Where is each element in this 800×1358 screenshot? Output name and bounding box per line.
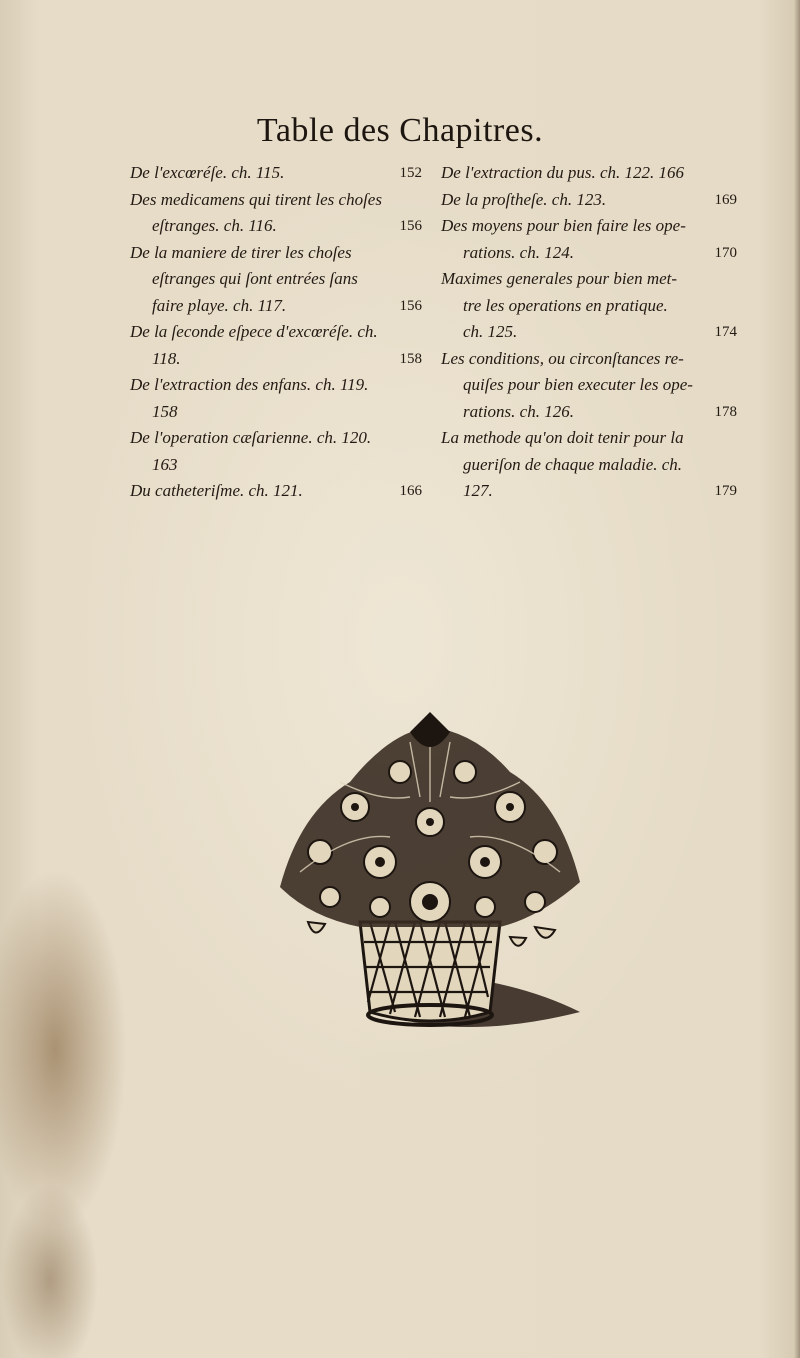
toc-page-number: 156 [399,218,422,234]
toc-entry [441,266,737,346]
toc-entry-line: De la proſtheſe. ch. 123. [441,189,607,209]
toc-entry [441,425,737,505]
toc-entry-line: De l'excœréſe. ch. 115. [130,163,285,182]
toc-page-number: 156 [399,297,422,314]
toc-entry [130,478,422,505]
toc-right-column [441,160,737,505]
toc-entry-line: Des moyens pour bien faire les ope- [441,216,686,235]
toc-entry-line: De la maniere de tirer les choſes [130,242,352,262]
toc-page-number: 179 [714,483,737,499]
toc-entry-line: Du catheteriſme. ch. 121. [130,481,303,500]
toc-entry-line: 163 [152,454,178,474]
toc-page-number: 170 [714,244,737,261]
page-gutter-shadow [794,0,800,1358]
toc-entry [130,319,422,372]
toc-entry-line: La methode qu'on doit tenir pour la [441,428,684,447]
toc-entry-line: De la ſeconde eſpece d'excœréſe. ch. [130,322,378,341]
flower-basket-woodcut-icon [260,712,590,1042]
toc-page-number: 166 [399,483,422,499]
toc-entry-line: gueriſon de chaque maladie. ch. [463,454,683,474]
toc-page-number: 169 [714,191,737,208]
toc-entry-line: eſtranges qui ſont entrées ſans [152,269,358,288]
toc-entry-line: De l'operation cæſarienne. ch. 120. [130,428,372,447]
toc-entry-line: quiſes pour bien executer les ope- [463,375,693,394]
toc-left-column [130,160,422,505]
toc-page-number: 178 [714,403,737,420]
toc-entry [441,346,737,426]
toc-entry [441,213,737,266]
toc-entry-line: ch. 125. [463,322,518,341]
toc-entry-line: rations. ch. 124. [463,242,574,262]
toc-entry-line: Des medicamens qui tirent les choſes [130,189,382,209]
toc-entry [130,240,422,320]
toc-entry [441,160,737,187]
toc-entry [130,372,422,425]
page-title: Table des Chapitres. [256,112,544,149]
toc-entry [130,160,422,187]
toc-entry-line: 118. [152,348,181,368]
toc-entry-line: eſtranges. ch. 116. [152,216,277,235]
toc-page-number: 158 [399,350,422,367]
toc-entry-line: Maximes generales pour bien met- [441,269,678,288]
toc-entry-line: rations. ch. 126. [463,401,574,421]
toc-page-number: 152 [399,165,422,181]
toc-page-number: 174 [714,324,737,340]
toc-entry-line: De l'extraction des enfans. ch. 119. [130,375,369,394]
toc-entry-line: De l'extraction du pus. ch. 122. 166 [441,163,685,182]
toc-entry-line: tre les operations en pratique. [463,295,668,315]
toc-entry-line: 158 [152,401,178,421]
toc-entry [130,187,422,240]
toc-entry-line: Les conditions, ou circonſtances re- [441,348,684,368]
toc-entry [441,187,737,214]
toc-entry-line: 127. [463,481,493,500]
toc-entry [130,425,422,478]
toc-entry-line: faire playe. ch. 117. [152,295,287,315]
